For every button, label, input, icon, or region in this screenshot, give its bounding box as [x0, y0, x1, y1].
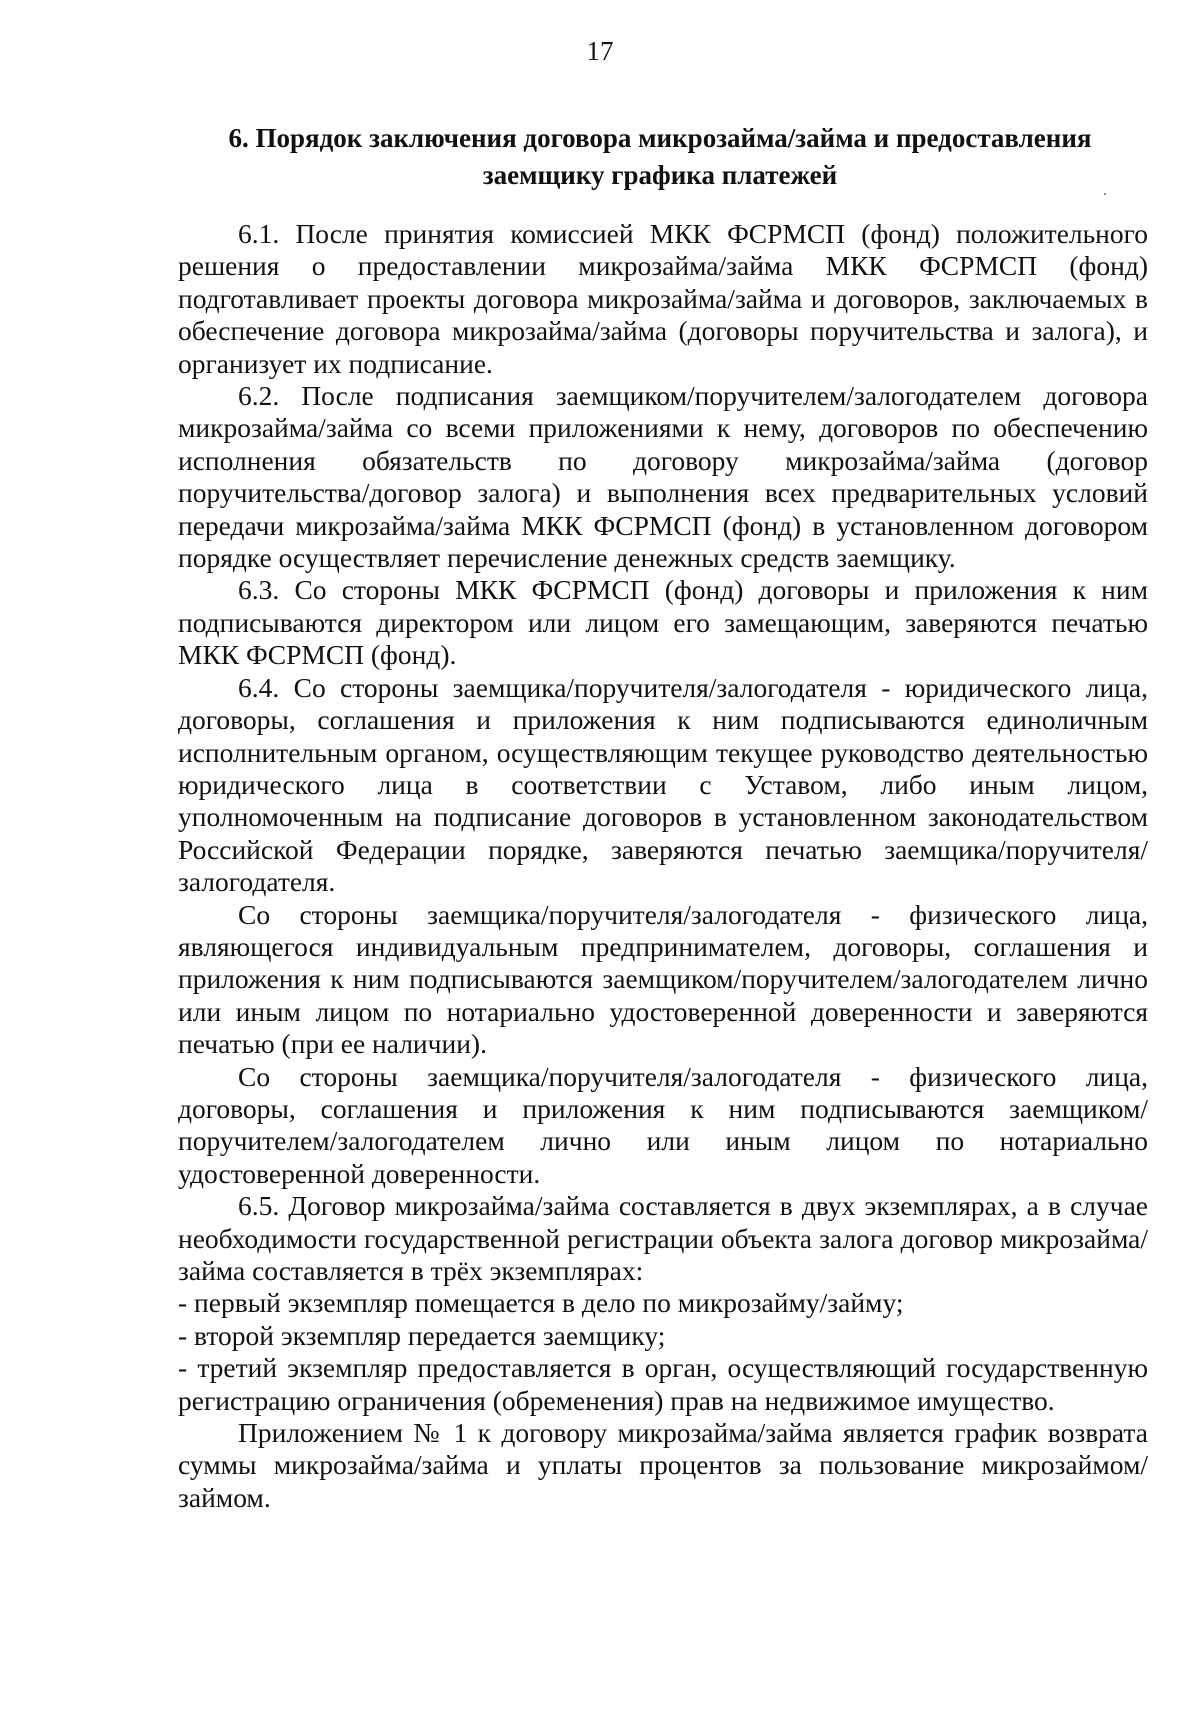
list-item-second-copy: - второй экземпляр передается заемщику;	[178, 1319, 666, 1351]
page-number: 17	[586, 36, 614, 66]
paragraph-6-2: 6.2. После подписания заемщиком/поручителем/залогодателем договора микрозайма/займа со всеми приложениями к нему, договоров по обеспечению исполнения обязательств по договору микрозайма/займа (договор поручительства/договор залога) и выполнения всех предварительных условий передачи микрозайма/займа МКК ФСРМСП (фонд) в установленном договором порядке осуществляет перечисление денежных средств заемщику.	[178, 380, 1148, 574]
list-item-first-copy: - первый экземпляр помещается в дело по микрозайму/займу;	[178, 1287, 904, 1319]
section-heading-line-2: заемщику графика платежей	[482, 160, 838, 190]
paragraph-individual: Со стороны заемщика/поручителя/залогодателя - физического лица, договоры, соглашения и приложения к ним подписываются заемщиком/поручителем/залогодателем лично или иным лицом по нотариально удостоверенной доверенности.	[178, 1060, 1148, 1189]
section-heading-line-1: 6. Порядок заключения договора микрозайма/займа и предоставления	[228, 123, 1092, 153]
scan-speck	[1104, 193, 1106, 195]
paragraph-6-5: 6.5. Договор микрозайма/займа составляется в двух экземплярах, а в случае необходимости государственной регистрации объекта залога договор микрозайма/займа составляется в трёх экземплярах:	[178, 1190, 1148, 1286]
paragraph-individual-entrepreneur: Со стороны заемщика/поручителя/залогодателя - физического лица, являющегося индивидуальным предпринимателем, договоры, соглашения и приложения к ним подписываются заемщиком/поручителем/залогодателем лично или иным лицом по нотариально удостоверенной доверенности и заверяются печатью (при ее наличии).	[178, 898, 1148, 1060]
section-heading	[200, 120, 1120, 194]
document-body	[178, 218, 1148, 1514]
paragraph-6-1: 6.1. После принятия комиссией МКК ФСРМСП (фонд) положительного решения о предоставлении микрозайма/займа МКК ФСРМСП (фонд) подготавливает проекты договора микрозайма/займа и договоров, заключаемых в обеспечение договора микрозайма/займа (договоры поручительства и залога), и организует их подписание.	[178, 218, 1148, 379]
paragraph-appendix-1: Приложением № 1 к договору микрозайма/займа является график возврата суммы микрозайма/займа и уплаты процентов за пользование микрозаймом/займом.	[178, 1417, 1148, 1513]
paragraph-6-3: 6.3. Со стороны МКК ФСРМСП (фонд) договоры и приложения к ним подписываются директором или лицом его замещающим, заверяются печатью МКК ФСРМСП (фонд).	[178, 574, 1148, 671]
list-item-third-copy: - третий экземпляр предоставляется в орган, осуществляющий государственную регистрацию ограничения (обременения) прав на недвижимое имущество.	[178, 1352, 1148, 1416]
paragraph-6-4: 6.4. Со стороны заемщика/поручителя/залогодателя - юридического лица, договоры, соглашения и приложения к ним подписываются единоличным исполнительным органом, осуществляющим текущее руководство деятельностью юридического лица в соответствии с Уставом, либо иным лицом, уполномоченным на подписание договоров в установленном законодательством Российской Федерации порядке, заверяются печатью заемщика/поручителя/залогодателя.	[178, 671, 1148, 898]
